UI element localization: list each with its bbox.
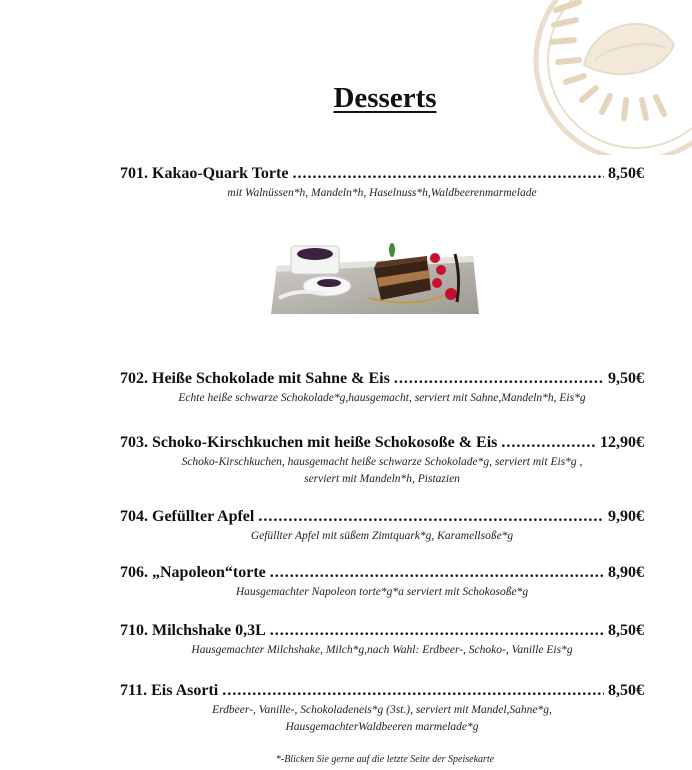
description-line: Gefüllter Apfel mit süßem Zimtquark*g, Karamellsoße*g — [250, 530, 514, 542]
item-number: 703. — [120, 434, 148, 451]
item-name: Gefüllter Apfel — [152, 508, 255, 525]
leader-dots — [270, 564, 604, 582]
item-price: 9,50€ — [608, 370, 644, 387]
item-description — [120, 390, 644, 407]
item-number: 701. — [120, 165, 148, 182]
item-name: Schoko-Kirschkuchen mit heiße Schokosoße & Eis — [152, 434, 498, 451]
item-name: Milchshake 0,3L — [152, 622, 266, 639]
footnote: *-Blicken Sie gerne auf die letzte Seite der Speisekarte — [275, 754, 495, 765]
menu-item-701 — [120, 165, 644, 202]
item-description — [120, 702, 644, 736]
menu-item-711 — [120, 682, 644, 736]
menu-item-706 — [120, 564, 644, 601]
item-name: Kakao-Quark Torte — [152, 165, 289, 182]
item-price: 8,90€ — [608, 564, 644, 581]
description-line: Erdbeer-, Vanille-, Schokoladeneis*g (3st.), serviert mit Mandel,Sahne*g, — [212, 704, 552, 716]
description-line: mit Walnüssen*h, Mandeln*h, Haselnuss*h,Waldbeerenmarmelade — [227, 187, 537, 199]
leader-dots — [270, 622, 604, 640]
leader-dots — [501, 434, 596, 452]
item-price: 12,90€ — [600, 434, 644, 451]
item-number: 702. — [120, 370, 148, 387]
item-price: 8,50€ — [608, 682, 644, 699]
item-description — [120, 454, 644, 488]
item-name: Heiße Schokolade mit Sahne & Eis — [152, 370, 390, 387]
description-line: Hausgemachter Napoleon torte*g*a serviert mit Schokosoße*g — [235, 586, 529, 598]
item-number: 710. — [120, 622, 148, 639]
page-title: Desserts — [333, 82, 437, 114]
description-line: Echte heiße schwarze Schokolade*g,hausgemacht, serviert mit Sahne,Mandeln*h, Eis*g — [178, 392, 586, 404]
menu-item-710 — [120, 622, 644, 659]
item-description — [120, 642, 644, 659]
leader-dots — [292, 165, 604, 183]
menu-item-704 — [120, 508, 644, 545]
item-price: 8,50€ — [608, 165, 644, 182]
leader-dots — [222, 682, 604, 700]
leader-dots — [394, 370, 604, 388]
item-price: 9,90€ — [608, 508, 644, 525]
teigtasche-stamp-logo — [524, 0, 692, 155]
item-description — [120, 185, 644, 202]
description-line: HausgemachterWaldbeeren marmelade*g — [285, 721, 479, 733]
item-number: 704. — [120, 508, 148, 525]
description-line: Hausgemachter Milchshake, Milch*g,nach Wahl: Erdbeer-, Schoko-, Vanille Eis*g — [191, 644, 573, 656]
dessert-photo — [269, 238, 481, 320]
description-line: Schoko-Kirschkuchen, hausgemacht heiße schwarze Schokolade*g, serviert mit Eis*g , — [181, 456, 583, 468]
item-name: Eis Asorti — [151, 682, 219, 699]
menu-item-703 — [120, 434, 644, 488]
item-description — [120, 584, 644, 601]
item-price: 8,50€ — [608, 622, 644, 639]
item-description — [120, 528, 644, 545]
menu-item-702 — [120, 370, 644, 407]
description-line: serviert mit Mandeln*h, Pistazien — [304, 473, 460, 485]
item-number: 711. — [120, 682, 148, 699]
leader-dots — [258, 508, 604, 526]
item-name: „Napoleon“torte — [152, 564, 266, 581]
item-number: 706. — [120, 564, 148, 581]
